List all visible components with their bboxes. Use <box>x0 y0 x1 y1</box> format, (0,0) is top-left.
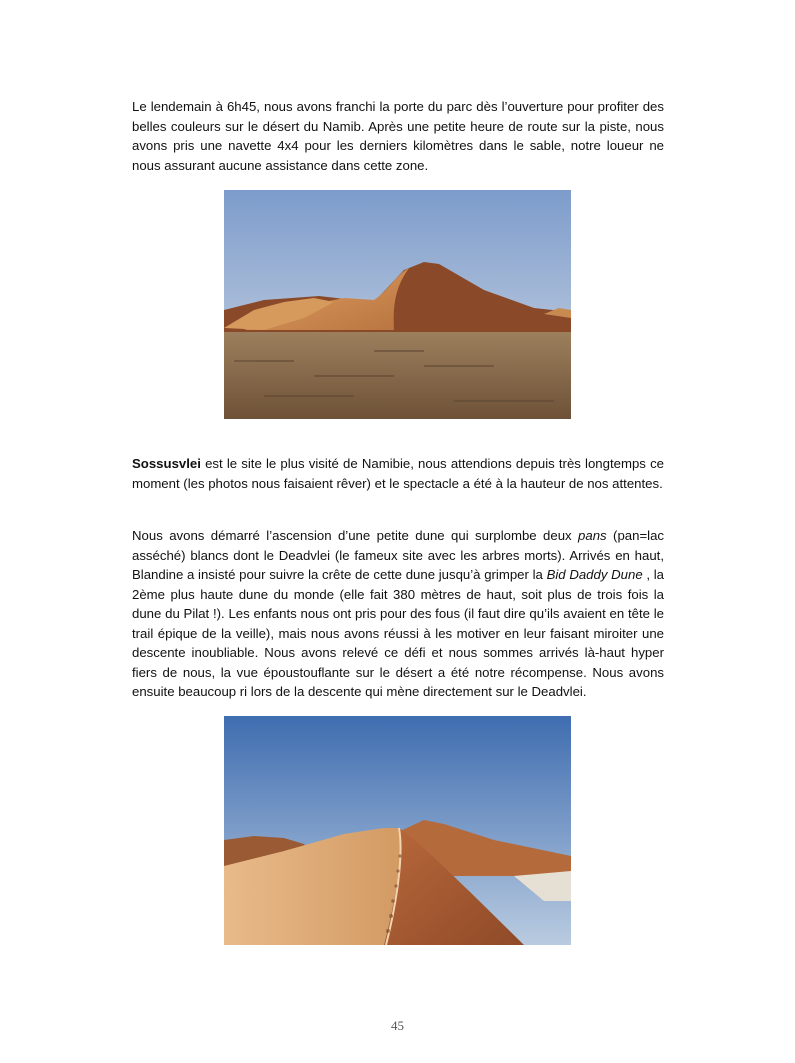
paragraph-ascension-part-1: Nous avons démarré l’ascension d’une petite dune qui surplombe deux <box>132 528 579 543</box>
paragraph-sossusvlei <box>132 454 664 493</box>
big-daddy-italic: Bid Daddy Dune <box>546 567 643 582</box>
paragraph-sossusvlei-text: est le site le plus visité de Namibie, nous attendions depuis très longtemps ce moment (les photos nous faisaient rêver) et le spectacle a été à la hauteur de nos attentes. <box>132 456 664 491</box>
page-number: 45 <box>391 1018 404 1033</box>
paragraph-arrival-text: Le lendemain à 6h45, nous avons franchi la porte du parc dès l’ouverture pour profiter des belles couleurs sur le désert du Namib. Après une petite heure de route sur la piste, nous avons pris une navette 4x4 pour les derniers kilomètres dans le sable, notre loueur ne nous assurant aucune assistance dans cette zone. <box>132 99 664 173</box>
photo-dune-45 <box>224 190 571 419</box>
sossusvlei-bold: Sossusvlei <box>132 456 201 471</box>
paragraph-ascension-part-3: , la 2ème plus haute dune du monde (elle fait 380 mètres de haut, soit plus de trois fois la dune du Pilat !). Les enfants nous ont pris pour des fous (il faut dire qu’ils avaient en tête le trail épique de la veille), mais nous avons réussi à les motiver en leur faisant miroiter une descente inoubliable. Nous avons relevé ce défi et nous sommes arrivés là-haut hyper fiers de nous, la vue époustouflante sur le désert a été notre récompense. Nous avons ensuite beaucoup ri lors de la descente qui mène directement sur le Deadvlei. <box>132 567 664 699</box>
paragraph-arrival <box>132 97 664 175</box>
paragraph-ascension <box>132 526 664 702</box>
photo-big-daddy-ridge <box>224 716 571 945</box>
paragraph-ascension-part-2: (pan=lac asséché) blancs dont le Deadvlei (le fameux site avec les arbres morts). Arrivés en haut, Blandine a insisté pour suivre la crête de cette dune jusqu’à grimper la <box>132 528 665 582</box>
pans-italic: pans <box>578 528 607 543</box>
